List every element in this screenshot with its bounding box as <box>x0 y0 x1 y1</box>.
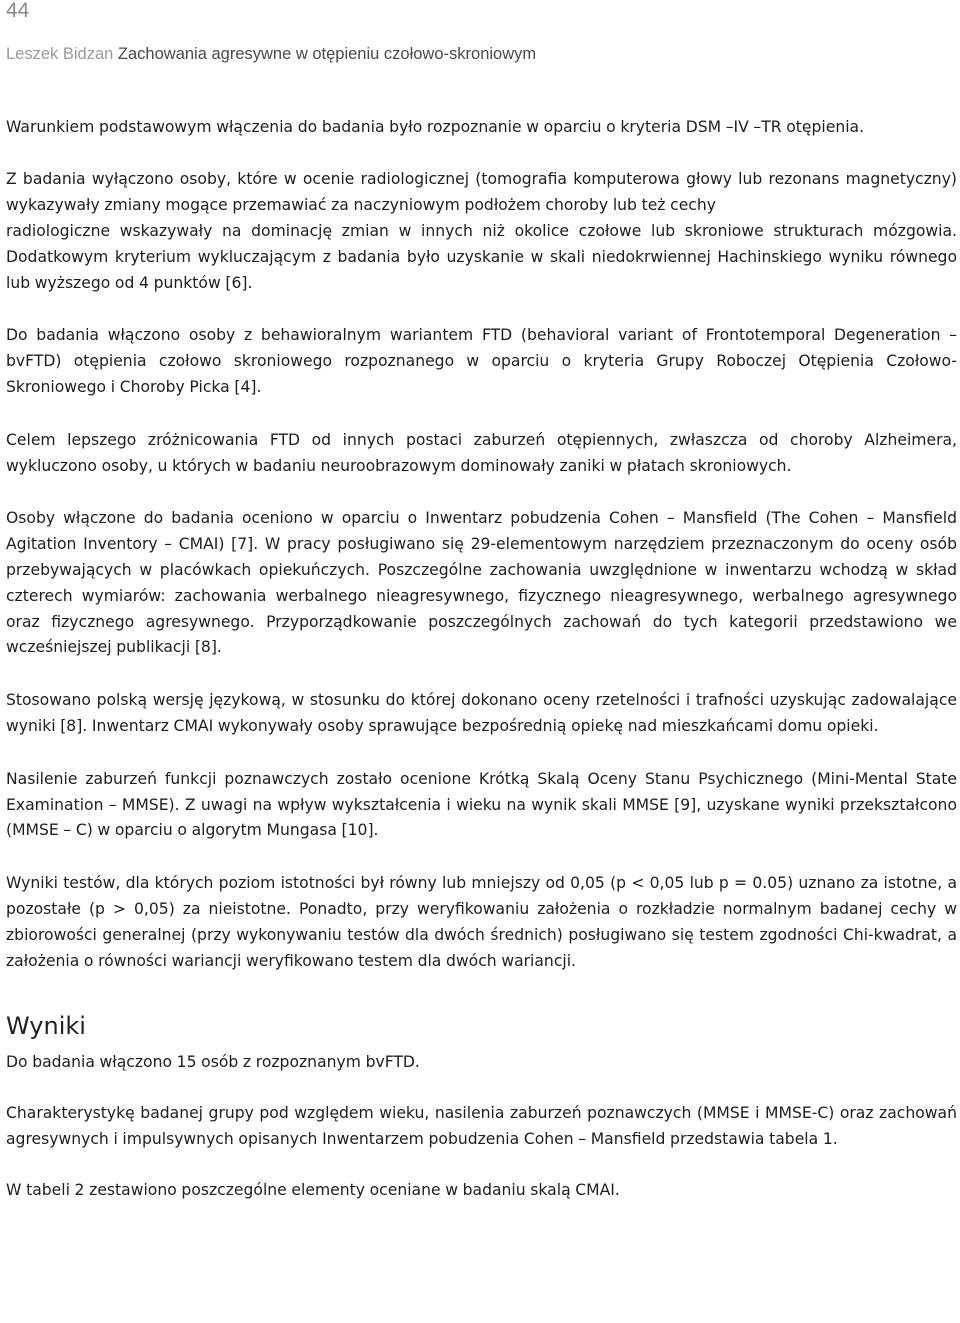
paragraph-exclusion-hachinski: radiologiczne wskazywały na dominację zmian w innych niż okolice czołowe lub skroniowe strukturach mózgowia. Dodatkowym kryterium wykluczającym z badania było uzyskanie w skali niedokrwiennej Hachinskiego wyniku równego lub wyższego od 4 punktów [6]. <box>6 221 957 292</box>
paragraph-bvftd-inclusion: Do badania włączono osoby z behawioralnym wariantem FTD (behavioral variant of Frontotemporal Degeneration – bvFTD) otępienia czołowo skroniowego rozpoznanego w oparciu o kryteria Grupy Roboczej Otępienia Czołowo-Skroniowego i Choroby Picka [4]. <box>6 326 957 396</box>
paragraph-results-table2: W tabeli 2 zestawiono poszczególne elementy oceniane w badaniu skalą CMAI. <box>6 1180 620 1199</box>
header-title: Zachowania agresywne w otępieniu czołowo-skroniowym <box>117 45 537 63</box>
page-number: 44 <box>6 0 30 22</box>
header-author: Leszek Bidzan <box>6 45 114 63</box>
paragraph-results-count: Do badania włączono 15 osób z rozpoznanym bvFTD. <box>6 1053 420 1072</box>
paragraph-results-table1: Charakterystykę badanej grupy pod względem wieku, nasilenia zaburzeń poznawczych (MMSE i MMSE-C) oraz zachowań agresywnych i impulsywnych opisanych Inwentarzem pobudzenia Cohen – Mansfield przedstawia tabela 1. <box>6 1104 957 1148</box>
section-heading-results: Wyniki <box>6 1012 86 1041</box>
paragraph-statistics: Wyniki testów, dla których poziom istotności był równy lub mniejszy od 0,05 (p < 0,05 lub p = 0.05) uznano za istotne, a pozostałe (p > 0,05) za nieistotne. Ponadto, przy weryfikowaniu założenia o rozkładzie normalnym badanej cechy w zbiorowości generalnej (przy wykonywaniu testów dla dwóch średnich) posługiwano się testem zgodności Chi-kwadrat, a założenia o równości wariancji weryfikowano testem dla dwóch wariancji. <box>6 874 957 970</box>
article-body <box>6 115 957 1204</box>
running-header <box>6 43 536 65</box>
paragraph-cmai-assessment: Osoby włączone do badania oceniono w oparciu o Inwentarz pobudzenia Cohen – Mansfield (The Cohen – Mansfield Agitation Inventory – CMAI) [7]. W pracy posługiwano się 29-elementowym narzędziem przeznaczonym do oceny osób przebywających w placówkach opiekuńczych. Poszczególne zachowania uwzględnione w inwentarzu wchodzą w skład czterech wymiarów: zachowania werbalnego nieagresywnego, fizycznego nieagresywnego, werbalnego agresywnego oraz fizycznego agresywnego. Przyporządkowanie poszczególnych zachowań do tych kategorii przedstawiono we wcześniejszej publikacji [8]. <box>6 509 957 657</box>
paragraph-differentiation: Celem lepszego zróżnicowania FTD od innych postaci zaburzeń otępiennych, zwłaszcza od choroby Alzheimera, wykluczono osoby, u których w badaniu neuroobrazowym dominowały zaniki w płatach skroniowych. <box>6 430 957 475</box>
paragraph-mmse: Nasilenie zaburzeń funkcji poznawczych zostało ocenione Krótką Skalą Oceny Stanu Psychicznego (Mini-Mental State Examination – MMSE). Z uwagi na wpływ wykształcenia i wieku na wynik skali MMSE [9], uzyskane wyniki przekształcono (MMSE – C) w oparciu o algorytm Mungasa [10]. <box>6 769 957 840</box>
paragraph-exclusion-radiology: Z badania wyłączono osoby, które w ocenie radiologicznej (tomografia komputerowa głowy lub rezonans magnetyczny) wykazywały zmiany mogące przemawiać za naczyniowym podłożem choroby lub też cechy <box>6 170 957 215</box>
paragraph-polish-version: Stosowano polską wersję językową, w stosunku do której dokonano oceny rzetelności i trafności uzyskując zadowalające wyniki [8]. Inwentarz CMAI wykonywały osoby sprawujące bezpośrednią opiekę nad mieszkańcami domu opieki. <box>6 691 957 735</box>
paragraph-inclusion-criteria: Warunkiem podstawowym włączenia do badania było rozpoznanie w oparciu o kryteria DSM –IV –TR otępienia. <box>6 118 865 136</box>
